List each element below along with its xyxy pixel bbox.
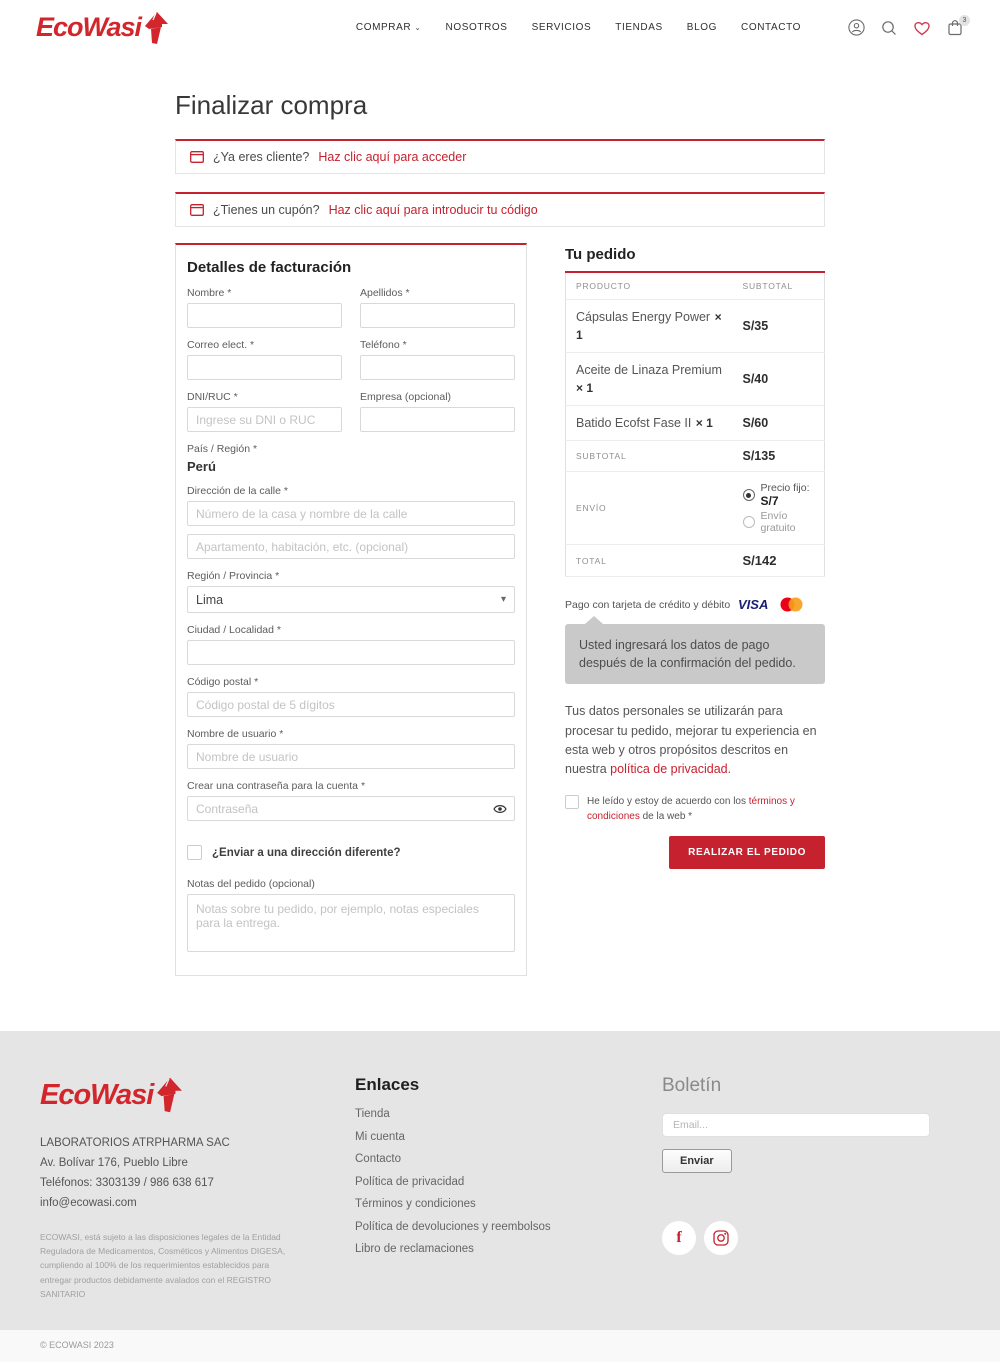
payment-method-label: Pago con tarjeta de crédito y débito xyxy=(565,598,731,611)
header-icons xyxy=(847,16,967,37)
cart-count-badge: 3 xyxy=(959,15,970,26)
order-summary-panel xyxy=(565,243,825,976)
search-icon[interactable] xyxy=(880,19,898,37)
footer-links-title: Enlaces xyxy=(355,1075,420,1094)
radio-selected[interactable] xyxy=(743,489,755,501)
main-nav xyxy=(355,16,967,37)
login-notice xyxy=(175,139,825,174)
shipping-option-free[interactable]: Envío gratuito xyxy=(743,510,815,534)
checkout-main xyxy=(175,90,825,1031)
order-item-row xyxy=(566,406,825,441)
payment-method-row[interactable] xyxy=(565,597,825,612)
username-field[interactable] xyxy=(187,744,515,769)
total-value: S/142 xyxy=(733,545,825,577)
coupon-notice xyxy=(175,192,825,227)
password-label: Crear una contraseña para la cuenta * xyxy=(187,780,366,792)
page-title: Finalizar compra xyxy=(175,90,368,120)
city-label: Ciudad / Localidad * xyxy=(187,624,281,636)
order-table xyxy=(565,271,825,577)
dni-field[interactable] xyxy=(187,407,342,432)
region-selected-value: Lima xyxy=(196,592,224,607)
shipping-label: ENVÍO xyxy=(566,472,733,545)
nav-item-contacto[interactable]: CONTACTO xyxy=(741,22,801,33)
site-footer xyxy=(0,1031,1000,1330)
country-value: Perú xyxy=(187,459,216,474)
social-icons xyxy=(662,1221,930,1255)
coupon-notice-text: ¿Tienes un cupón? xyxy=(213,203,320,217)
account-icon[interactable] xyxy=(847,19,865,37)
cart-bag-icon[interactable] xyxy=(946,16,967,37)
login-notice-text: ¿Ya eres cliente? xyxy=(213,150,310,164)
order-notes-label: Notas del pedido (opcional) xyxy=(187,878,315,890)
last-name-field[interactable] xyxy=(360,303,515,328)
radio-unselected[interactable] xyxy=(743,516,755,528)
footer-link-devoluciones[interactable]: Política de devoluciones y reembolsos xyxy=(355,1220,551,1233)
billing-title: Detalles de facturación xyxy=(187,259,352,276)
item-quantity: × 1 xyxy=(695,416,713,430)
newsletter-submit-button[interactable]: Enviar xyxy=(662,1149,732,1173)
footer-company-column xyxy=(40,1075,310,1302)
subtotal-value: S/135 xyxy=(733,441,825,472)
login-link[interactable]: Haz clic aquí para acceder xyxy=(318,150,467,164)
subtotal-column-header: SUBTOTAL xyxy=(733,272,825,300)
footer-link-politica-privacidad[interactable]: Política de privacidad xyxy=(355,1175,465,1188)
newsletter-title: Boletín xyxy=(662,1075,722,1096)
ship-different-label: ¿Enviar a una dirección diferente? xyxy=(212,846,401,859)
footer-link-tienda[interactable]: Tienda xyxy=(355,1108,390,1120)
house-logo-icon xyxy=(155,1075,183,1115)
item-name: Aceite de Linaza Premium xyxy=(576,363,722,377)
company-field[interactable] xyxy=(360,407,515,432)
item-name: Cápsulas Energy Power xyxy=(576,310,711,324)
order-title: Tu pedido xyxy=(565,246,636,263)
item-subtotal: S/35 xyxy=(733,300,825,353)
total-row xyxy=(566,545,825,577)
svg-text:VISA: VISA xyxy=(738,598,769,611)
footer-legal-text: ECOWASI, está sujeto a las disposiciones legales de la Entidad Reguladora de Medicamentos, Cosméticos y Alimentos DIGESA, cumpliendo al 100% de los requerimientos establecidos para entregar productos debidamente avalados con el REGISTRO SANITARIO xyxy=(40,1231,286,1300)
dni-label: DNI/RUC * xyxy=(187,391,238,403)
footer-logo[interactable] xyxy=(40,1075,310,1115)
order-table-header xyxy=(566,272,825,300)
footer-newsletter-column xyxy=(662,1075,930,1302)
facebook-icon[interactable]: f xyxy=(662,1221,696,1255)
window-icon xyxy=(190,151,204,163)
terms-checkbox[interactable] xyxy=(565,795,579,809)
place-order-button[interactable]: REALIZAR EL PEDIDO xyxy=(669,836,825,869)
newsletter-email-input[interactable] xyxy=(662,1113,930,1137)
window-icon xyxy=(190,204,204,216)
footer-links-column xyxy=(355,1075,640,1302)
site-header xyxy=(0,0,1000,55)
ecowasi-logo[interactable] xyxy=(36,10,169,46)
nav-item-servicios[interactable]: SERVICIOS xyxy=(531,22,592,33)
copyright-text: © ECOWASI 2023 xyxy=(40,1339,114,1350)
logo-text: EcoWasi xyxy=(36,12,142,42)
billing-details-panel xyxy=(175,243,527,976)
company-name: LABORATORIOS ATRPHARMA SAC xyxy=(40,1137,230,1149)
privacy-text: Tus datos personales se utilizarán para procesar tu pedido, mejorar tu experiencia en esta web y otros propósitos descritos en nuestra política de privacidad. xyxy=(565,704,817,777)
phone-field[interactable] xyxy=(360,355,515,380)
chevron-down-icon: ▾ xyxy=(500,594,506,605)
postcode-field[interactable] xyxy=(187,692,515,717)
terms-row xyxy=(565,794,825,824)
region-label: Región / Provincia * xyxy=(187,570,280,582)
visa-logo xyxy=(738,598,772,611)
company-phones: Teléfonos: 3303139 / 986 638 617 xyxy=(40,1177,214,1190)
heart-icon[interactable] xyxy=(913,19,931,37)
order-item-row xyxy=(566,353,825,406)
terms-label: He leído y estoy de acuerdo con los términos y condiciones de la web * xyxy=(587,795,795,822)
footer-link-terminos[interactable]: Términos y condiciones xyxy=(355,1198,476,1210)
username-label: Nombre de usuario * xyxy=(187,728,284,740)
item-quantity: × 1 xyxy=(576,310,722,342)
company-street: Av. Bolívar 176, Pueblo Libre xyxy=(40,1157,188,1170)
coupon-link[interactable]: Haz clic aquí para introducir tu código xyxy=(328,203,538,217)
footer-logo-text: EcoWasi xyxy=(40,1078,154,1111)
password-field[interactable] xyxy=(187,796,515,821)
footer-address xyxy=(40,1133,310,1214)
last-name-label: Apellidos * xyxy=(360,287,410,299)
terms-link[interactable]: términos y condiciones xyxy=(587,795,795,822)
total-label: TOTAL xyxy=(566,545,733,577)
apartment-field[interactable] xyxy=(187,534,515,559)
item-subtotal: S/40 xyxy=(733,353,825,406)
nav-item-comprar[interactable]: COMPRAR ⌄ xyxy=(355,22,422,33)
street-label: Dirección de la calle * xyxy=(187,485,288,497)
instagram-icon[interactable] xyxy=(704,1221,738,1255)
subtotal-label: SUBTOTAL xyxy=(566,441,733,472)
email-label: Correo elect. * xyxy=(187,339,255,351)
eye-icon[interactable] xyxy=(493,802,507,820)
street-address-field[interactable] xyxy=(187,501,515,526)
item-quantity: × 1 xyxy=(576,381,594,395)
nav-item-nosotros[interactable]: NOSOTROS xyxy=(445,22,508,33)
shipping-row xyxy=(566,472,825,545)
house-logo-icon xyxy=(143,10,169,46)
footer-link-contacto[interactable]: Contacto xyxy=(355,1153,402,1165)
postcode-label: Código postal * xyxy=(187,676,259,688)
copyright-bar xyxy=(0,1330,1000,1362)
nav-item-tiendas[interactable]: TIENDAS xyxy=(615,22,663,33)
privacy-policy-link[interactable]: política de privacidad xyxy=(610,762,728,777)
company-label: Empresa (opcional) xyxy=(360,391,452,403)
phone-label: Teléfono * xyxy=(360,339,407,351)
footer-link-libro-reclamaciones[interactable]: Libro de reclamaciones xyxy=(355,1243,474,1255)
chevron-down-icon: ⌄ xyxy=(414,23,422,32)
payment-notice-box: Usted ingresará los datos de pago después de la confirmación del pedido. xyxy=(565,624,825,684)
item-name: Batido Ecofst Fase II xyxy=(576,416,692,430)
first-name-field[interactable] xyxy=(187,303,342,328)
city-field[interactable] xyxy=(187,640,515,665)
ship-different-checkbox[interactable] xyxy=(187,845,202,860)
nav-item-blog[interactable]: BLOG xyxy=(686,22,717,33)
email-field[interactable] xyxy=(187,355,342,380)
region-select[interactable] xyxy=(187,586,515,613)
shipping-option-flat-rate[interactable]: Precio fijo: S/7 xyxy=(743,482,815,508)
subtotal-row xyxy=(566,441,825,472)
footer-link-mi-cuenta[interactable]: Mi cuenta xyxy=(355,1130,405,1143)
company-email[interactable]: info@ecowasi.com xyxy=(40,1197,137,1210)
mastercard-logo xyxy=(780,597,803,612)
order-notes-field[interactable] xyxy=(187,894,515,952)
country-label: País / Región * xyxy=(187,443,258,455)
product-column-header: PRODUCTO xyxy=(566,272,733,300)
item-subtotal: S/60 xyxy=(733,406,825,441)
order-item-row xyxy=(566,300,825,353)
first-name-label: Nombre * xyxy=(187,287,232,299)
